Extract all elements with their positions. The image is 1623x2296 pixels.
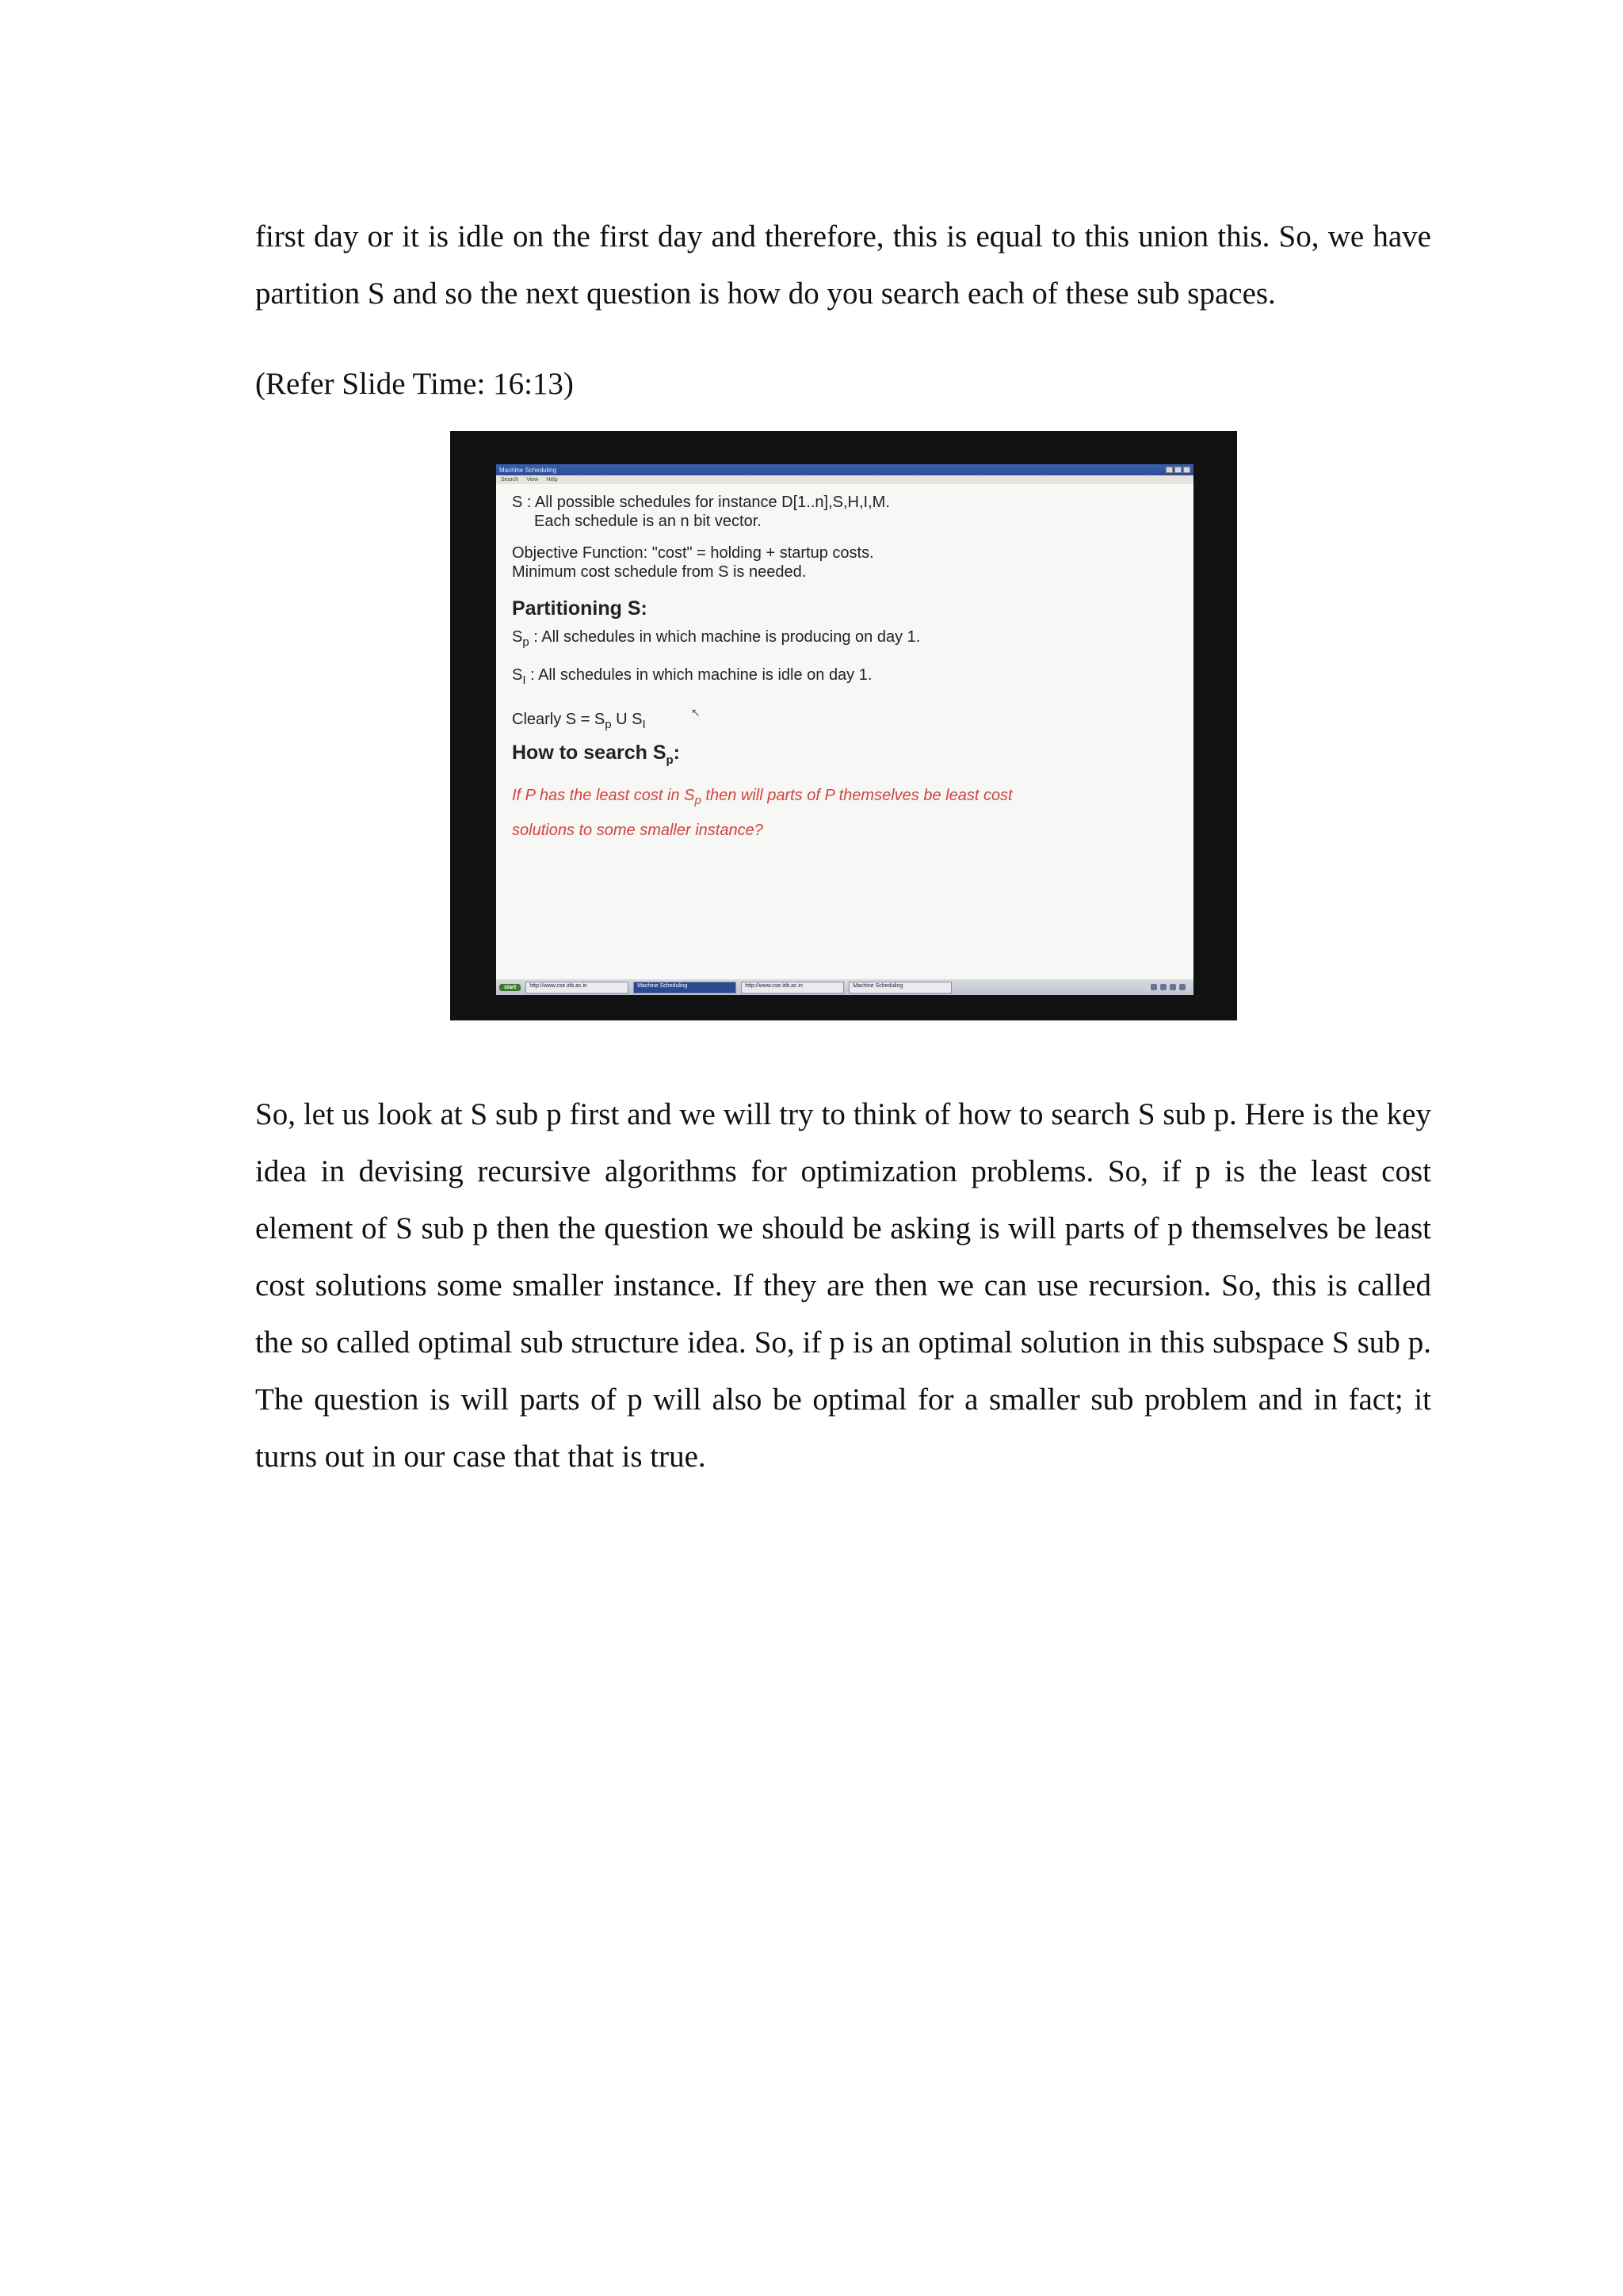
taskbar-item: http://www.cse.iitb.ac.in — [741, 982, 844, 994]
taskbar — [496, 979, 1193, 995]
slide-line-si — [512, 666, 872, 690]
slide-line-min-cost: Minimum cost schedule from S is needed. — [512, 563, 807, 581]
sp-text: : All schedules in which machine is producing on day 1. — [529, 628, 921, 646]
tray-icon — [1179, 984, 1186, 990]
clearly-subscript-p: p — [605, 718, 612, 731]
slide-line-question-2: solutions to some smaller instance? — [512, 822, 763, 839]
howto-colon: : — [673, 742, 680, 764]
tray-icon — [1151, 984, 1157, 990]
slide-window — [496, 464, 1193, 995]
system-tray — [1146, 983, 1190, 991]
window-menubar — [496, 475, 1193, 484]
paragraph-top: first day or it is idle on the first day and therefore, this is equal to this union this. So, we have partition S and so the next question is how do you search each of these sub spaces. — [255, 219, 1431, 311]
close-icon — [1183, 467, 1190, 473]
maximize-icon — [1174, 467, 1182, 473]
menu-item: Search — [501, 477, 519, 482]
slide-heading-partitioning: Partitioning S: — [512, 597, 647, 620]
question-text-b: then will parts of P themselves be least cost — [701, 787, 1013, 804]
refer-slide-time: (Refer Slide Time: 16:13) — [255, 367, 574, 401]
sp-subscript: p — [522, 635, 529, 649]
tray-icon — [1170, 984, 1176, 990]
slide-heading-how-to-search — [512, 743, 680, 770]
taskbar-item: http://www.cse.iitb.ac.in — [525, 982, 628, 994]
mouse-cursor-icon: ↖ — [691, 706, 701, 719]
slide-line-sp — [512, 627, 920, 652]
clearly-union: U S — [611, 711, 643, 728]
window-title: Machine Scheduling — [499, 466, 557, 474]
si-symbol: S — [512, 666, 523, 684]
howto-subscript: p — [666, 753, 674, 767]
slide-line-s-definition: S : All possible schedules for instance D[1..n],S,H,I,M. — [512, 494, 890, 511]
clearly-subscript-i: I — [642, 718, 646, 731]
question-subscript: p — [694, 794, 701, 807]
slide-line-objective: Objective Function: "cost" = holding + startup costs. — [512, 544, 874, 562]
slide-line-clearly — [512, 710, 646, 734]
slide-line-s-vector: Each schedule is an n bit vector. — [534, 513, 762, 530]
slide-image — [450, 431, 1237, 1020]
taskbar-item: Machine Scheduling — [849, 982, 952, 994]
start-button: start — [499, 984, 521, 991]
menu-item: Help — [546, 477, 558, 482]
taskbar-item: Machine Scheduling — [633, 982, 736, 994]
minimize-icon — [1166, 467, 1173, 473]
tray-icon — [1160, 984, 1167, 990]
clearly-text: Clearly S = S — [512, 711, 605, 728]
window-controls — [1166, 467, 1190, 473]
slide-line-question-1 — [512, 786, 1013, 810]
si-text: : All schedules in which machine is idle on day 1. — [525, 666, 873, 684]
question-text-a: If P has the least cost in S — [512, 787, 695, 804]
slide-content — [504, 488, 1186, 973]
sp-symbol: S — [512, 628, 523, 646]
menu-item: View — [526, 477, 539, 482]
window-titlebar — [496, 464, 1193, 475]
howto-text: How to search S — [512, 742, 666, 764]
si-subscript: I — [522, 673, 526, 687]
paragraph-bottom: So, let us look at S sub p first and we will try to think of how to search S sub p. Here is the key idea in devising recursive algorithms for optimization problems. So, if p is the least cost element of S sub p then the question we should be asking is will parts of p themselves be least cost solutions some smaller instance. If they are then we can use recursion. So, this is called the so called optimal sub structure idea. So, if p is an optimal solution in this subspace S sub p. The question is will parts of p will also be optimal for a smaller sub problem and in fact; it turns out in our case that that is true. — [255, 1097, 1431, 1474]
